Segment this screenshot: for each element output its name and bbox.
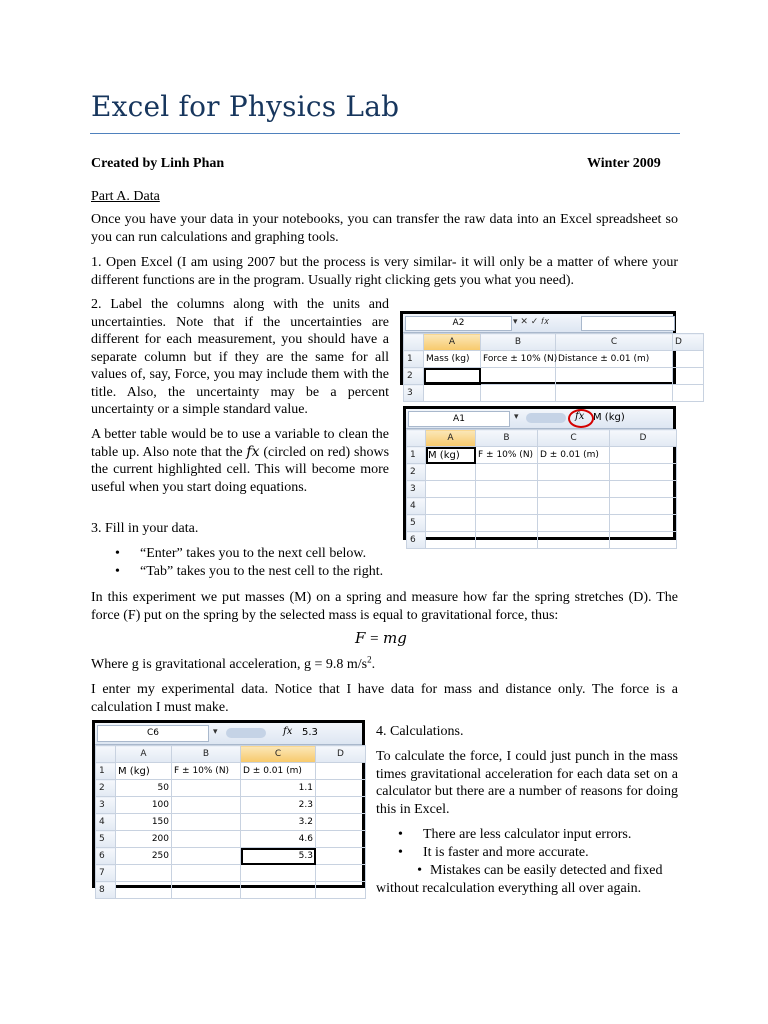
cell[interactable]: 150 [116, 814, 172, 831]
table-row [96, 882, 366, 899]
cell[interactable]: M (kg) [426, 447, 476, 464]
fx-icon[interactable]: 𝑓𝑥 [575, 411, 585, 422]
table-row [96, 814, 366, 831]
row-header[interactable]: 1 [96, 763, 116, 780]
row-header[interactable]: 1 [407, 447, 426, 464]
list-item: • There are less calculator input errors. [398, 827, 632, 842]
formula-input[interactable]: 5.3 [302, 727, 318, 738]
spreadsheet-1 [400, 311, 682, 398]
cell[interactable] [316, 831, 366, 848]
cell-grid[interactable] [403, 333, 704, 402]
cell[interactable] [172, 882, 241, 899]
cell[interactable] [172, 848, 241, 865]
row-header[interactable]: 3 [407, 481, 426, 498]
cell[interactable] [538, 498, 610, 515]
equation: 𝐹 = 𝑚𝑔 [355, 631, 407, 647]
formula-bar [403, 314, 673, 333]
cell[interactable]: F ± 10% (N) [172, 763, 241, 780]
chevron-down-icon[interactable]: ▾ [514, 412, 519, 422]
cell[interactable] [556, 368, 673, 385]
table-row [96, 763, 366, 780]
fx-symbol: 𝑓𝑥 [246, 444, 260, 460]
fx-icon[interactable]: 𝑓𝑥 [283, 726, 293, 737]
column-header[interactable]: B [476, 430, 538, 447]
cell[interactable] [172, 814, 241, 831]
cell[interactable] [673, 368, 704, 385]
cell[interactable]: Distance ± 0.01 (m) [556, 351, 673, 368]
title-rule [90, 133, 680, 134]
cell[interactable] [316, 814, 366, 831]
term: Winter 2009 [587, 156, 661, 171]
name-box[interactable]: A2 [405, 316, 512, 331]
experiment-paragraph: In this experiment we put masses (M) on a spring and measure how far the spring stretches (D). The force (F) put on the spring by the selected mass is equal to gravitational force, thus: [91, 590, 678, 623]
enter-data-paragraph: I enter my experimental data. Notice that I have data for mass and distance only. The force is a calculation I must make. [91, 682, 678, 715]
cell[interactable] [476, 515, 538, 532]
row-header[interactable]: 3 [96, 797, 116, 814]
cell[interactable] [481, 368, 556, 385]
cell[interactable] [481, 385, 556, 402]
cell[interactable] [556, 385, 673, 402]
cell[interactable] [426, 515, 476, 532]
cell[interactable] [172, 865, 241, 882]
cell[interactable] [673, 385, 704, 402]
cell[interactable] [116, 865, 172, 882]
table-row [407, 498, 677, 515]
cell[interactable] [538, 515, 610, 532]
row-header[interactable]: 2 [96, 780, 116, 797]
cell[interactable]: 100 [116, 797, 172, 814]
cell[interactable]: D ± 0.01 (m) [538, 447, 610, 464]
cell[interactable]: 2.3 [241, 797, 316, 814]
cell[interactable]: 1.1 [241, 780, 316, 797]
chevron-down-icon[interactable]: ▾ [213, 727, 218, 737]
step4-paragraph: To calculate the force, I could just punch in the mass times gravitational acceleration for each data set on a calculator but there are a number of reasons for doing this in Excel. [376, 749, 678, 817]
cell[interactable] [538, 464, 610, 481]
cell[interactable] [476, 481, 538, 498]
column-header[interactable]: B [172, 746, 241, 763]
spreadsheet-3 [92, 720, 365, 895]
cell[interactable]: Mass (kg) [424, 351, 481, 368]
formula-bar [95, 723, 362, 745]
column-header[interactable]: C [241, 746, 316, 763]
name-box[interactable]: C6 [97, 725, 209, 742]
author: Created by Linh Phan [91, 156, 225, 171]
row-header[interactable]: 3 [404, 385, 424, 402]
row-header[interactable]: 4 [96, 814, 116, 831]
formula-bar [406, 409, 673, 429]
column-header[interactable]: A [424, 334, 481, 351]
table-row [96, 865, 366, 882]
cell[interactable] [610, 464, 677, 481]
column-header[interactable]: C [538, 430, 610, 447]
cell[interactable] [426, 481, 476, 498]
row-header[interactable]: 5 [407, 515, 426, 532]
table-row [96, 831, 366, 848]
list-item: • “Tab” takes you to the nest cell to the right. [115, 563, 384, 579]
step4-list [398, 826, 678, 861]
table-row [407, 447, 677, 464]
table-row [96, 848, 366, 865]
column-header-row [404, 334, 704, 351]
list-item: • Mistakes can be easily detected and fixed without recalculation everything all over again. [376, 863, 663, 896]
row-header[interactable]: 8 [96, 882, 116, 899]
step3-list [115, 545, 415, 580]
row-header[interactable]: 1 [404, 351, 424, 368]
column-header[interactable]: C [556, 334, 673, 351]
cell[interactable] [476, 464, 538, 481]
row-header[interactable]: 6 [407, 532, 426, 549]
table-row [404, 385, 704, 402]
gravity-line: Where g is gravitational acceleration, g = 9.8 $m/s^2$. [91, 654, 376, 672]
row-header[interactable]: 4 [407, 498, 426, 515]
column-header[interactable]: A [116, 746, 172, 763]
cell[interactable] [316, 763, 366, 780]
cell[interactable] [538, 481, 610, 498]
page-title: Excel for Physics Lab [91, 90, 400, 123]
step3-heading: 3. Fill in your data. [91, 521, 199, 536]
cell[interactable] [426, 498, 476, 515]
column-header[interactable]: D [316, 746, 366, 763]
cell[interactable]: F ± 10% (N) [476, 447, 538, 464]
cell-grid[interactable] [406, 429, 677, 549]
table-row [407, 532, 677, 549]
cell[interactable]: 5.3 [241, 848, 316, 865]
cell[interactable] [241, 865, 316, 882]
step4-heading: 4. Calculations. [376, 724, 464, 739]
table-row [407, 464, 677, 481]
cell[interactable] [610, 498, 677, 515]
cell[interactable] [316, 865, 366, 882]
column-header-row [96, 746, 366, 763]
formula-bar-icons[interactable]: ▾ ✕ ✓ 𝑓𝑥 [513, 317, 549, 327]
table-row [96, 780, 366, 797]
cell[interactable]: 250 [116, 848, 172, 865]
cell-grid[interactable] [95, 745, 366, 899]
row-header[interactable]: 2 [407, 464, 426, 481]
table-row [407, 481, 677, 498]
cell[interactable]: 200 [116, 831, 172, 848]
formula-input[interactable]: M (kg) [593, 412, 625, 423]
table-row [96, 797, 366, 814]
cell[interactable] [116, 882, 172, 899]
column-header-row [407, 430, 677, 447]
table-row [404, 351, 704, 368]
cell[interactable] [610, 532, 677, 549]
cell[interactable] [316, 848, 366, 865]
cell[interactable]: D ± 0.01 (m) [241, 763, 316, 780]
list-item: • “Enter” takes you to the next cell below. [115, 546, 367, 561]
formula-input[interactable] [581, 316, 675, 331]
name-box[interactable]: A1 [408, 411, 510, 427]
cell[interactable] [172, 831, 241, 848]
cell[interactable]: 3.2 [241, 814, 316, 831]
intro-paragraph: Once you have your data in your notebooks, you can transfer the raw data into an Excel spreadsheet so you can run calculations and graphing tools. [91, 212, 678, 245]
cell[interactable] [172, 780, 241, 797]
cell[interactable] [241, 882, 316, 899]
cell[interactable] [538, 532, 610, 549]
section-heading: Part A. Data [91, 189, 160, 204]
cell[interactable] [610, 481, 677, 498]
column-header[interactable]: B [481, 334, 556, 351]
cell[interactable] [426, 532, 476, 549]
cell[interactable] [424, 368, 481, 385]
column-header[interactable]: A [426, 430, 476, 447]
cell[interactable] [673, 351, 704, 368]
formula-bar-handle[interactable] [526, 413, 566, 423]
cell[interactable] [424, 385, 481, 402]
column-header[interactable]: D [610, 430, 677, 447]
cell[interactable] [610, 515, 677, 532]
row-header[interactable]: 7 [96, 865, 116, 882]
row-header[interactable]: 5 [96, 831, 116, 848]
cell[interactable] [610, 447, 677, 464]
list-item: • It is faster and more accurate. [398, 844, 589, 860]
cell[interactable] [172, 797, 241, 814]
cell[interactable] [476, 498, 538, 515]
step1-paragraph: 1. Open Excel (I am using 2007 but the process is very similar- it will only be a matter of where your different functions are in the program. Usually right clicking gets you what you need). [91, 255, 678, 288]
cell[interactable]: M (kg) [116, 763, 172, 780]
cell[interactable] [476, 532, 538, 549]
red-circle-annotation [568, 409, 594, 428]
row-header[interactable]: 2 [404, 368, 424, 385]
formula-bar-handle[interactable] [226, 728, 266, 738]
row-header[interactable]: 6 [96, 848, 116, 865]
better-table-paragraph: A better table would be to use a variable to clean the table up. Also note that the 𝑓𝑥 (circled on red) shows the current highlighted cell. This will become more useful when you start doing equations. [91, 427, 390, 495]
cell[interactable]: 50 [116, 780, 172, 797]
table-row [407, 515, 677, 532]
cell[interactable] [316, 882, 366, 899]
cell[interactable] [426, 464, 476, 481]
table-row [404, 368, 704, 385]
cell[interactable]: Force ± 10% (N) [481, 351, 556, 368]
column-header[interactable]: D [673, 334, 704, 351]
spreadsheet-2 [403, 406, 676, 545]
cell[interactable]: 4.6 [241, 831, 316, 848]
cell[interactable] [316, 797, 366, 814]
cell[interactable] [316, 780, 366, 797]
step2-paragraph: 2. Label the columns along with the units and uncertainties. Note that if the uncertainties are different for each measurement, you should have a separate column but if they are the same for all values of, say, Force, you may include them with the title. Also, the uncertainty may be a percent uncertainty or a simple standard value. [91, 297, 389, 417]
